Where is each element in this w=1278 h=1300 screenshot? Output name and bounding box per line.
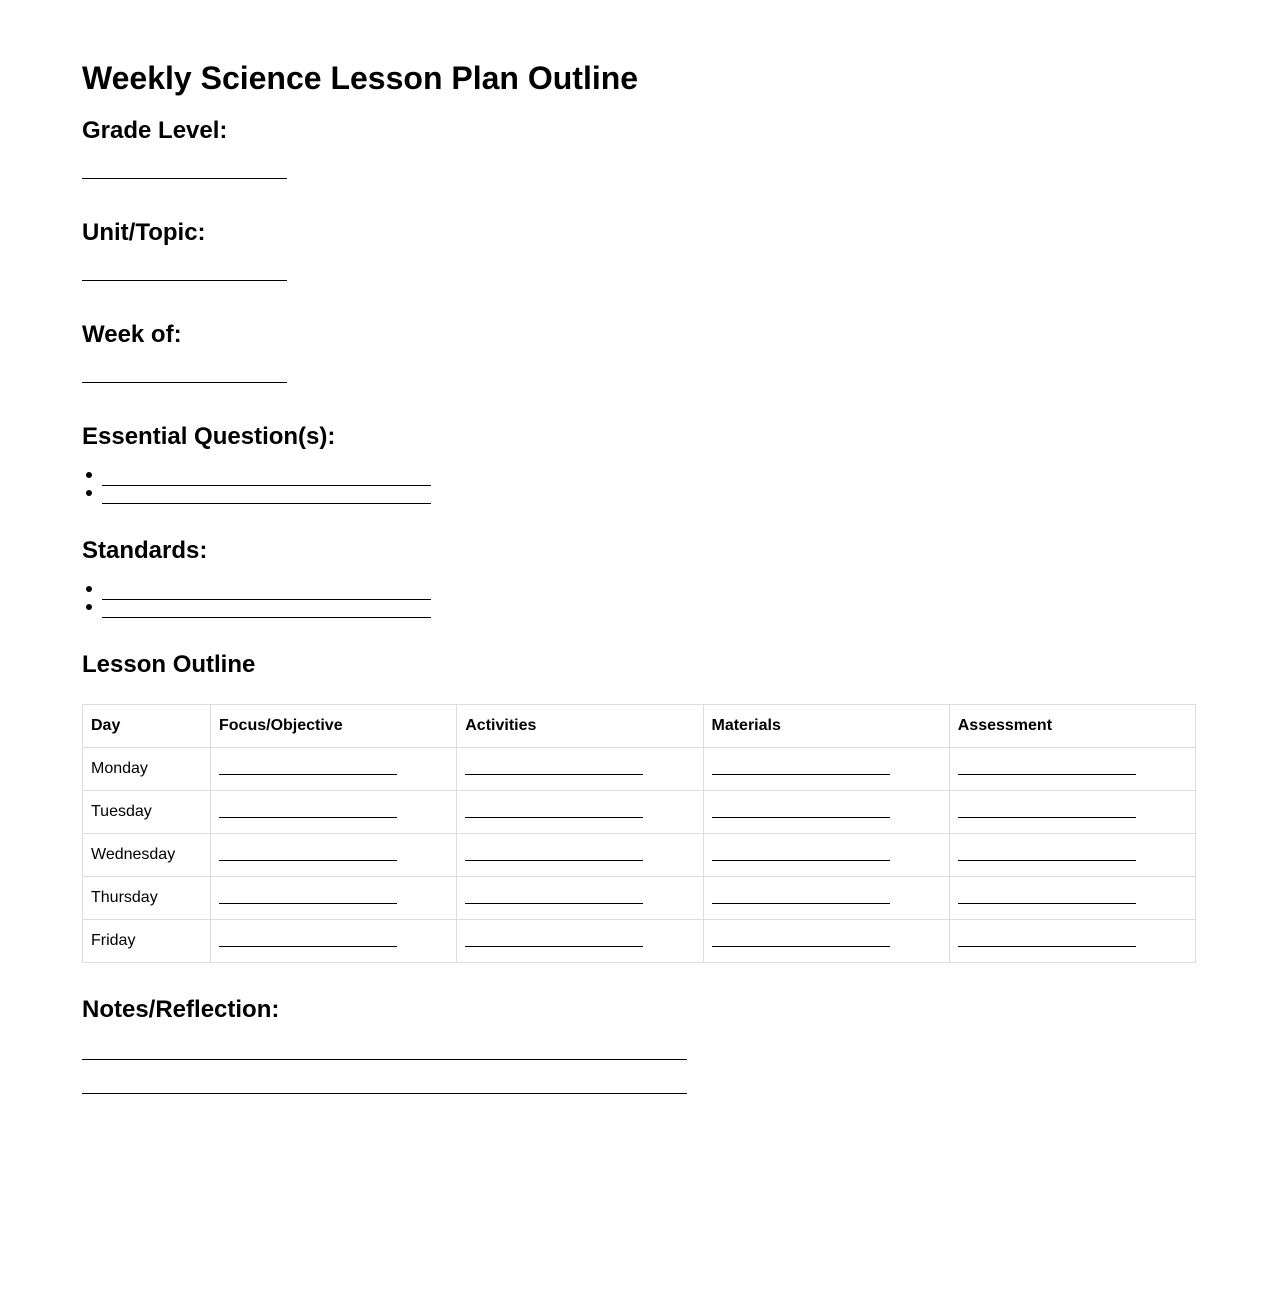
assessment-blank[interactable] (958, 774, 1136, 775)
standard-blank-2[interactable] (102, 617, 431, 618)
focus-cell (211, 834, 457, 877)
table-header-row (83, 705, 1196, 748)
assessment-cell (949, 791, 1195, 834)
materials-blank[interactable] (712, 860, 890, 861)
standard-blank-1[interactable] (102, 599, 431, 600)
list-item (82, 488, 1196, 506)
notes-reflection-label: Notes/Reflection: (82, 996, 280, 1023)
focus-blank[interactable] (219, 946, 397, 947)
focus-blank[interactable] (219, 860, 397, 861)
unit-topic-label: Unit/Topic: (82, 219, 206, 246)
materials-cell (703, 791, 949, 834)
column-header-assessment: Assessment (949, 705, 1195, 748)
column-header-focus-objective: Focus/Objective (211, 705, 457, 748)
activities-cell (457, 877, 703, 920)
essential-questions-list (82, 470, 1196, 506)
materials-blank[interactable] (712, 817, 890, 818)
standards-list (82, 584, 1196, 620)
activities-cell (457, 791, 703, 834)
bullet-icon (86, 472, 92, 478)
focus-cell (211, 877, 457, 920)
activities-blank[interactable] (465, 817, 643, 818)
page-title: Weekly Science Lesson Plan Outline (82, 60, 639, 96)
materials-cell (703, 877, 949, 920)
activities-blank[interactable] (465, 946, 643, 947)
activities-blank[interactable] (465, 774, 643, 775)
list-item (82, 602, 1196, 620)
assessment-cell (949, 834, 1195, 877)
assessment-cell (949, 920, 1195, 963)
unit-topic-field (82, 218, 1196, 286)
focus-cell (211, 920, 457, 963)
column-header-materials: Materials (703, 705, 949, 748)
assessment-cell (949, 877, 1195, 920)
day-cell: Tuesday (83, 791, 211, 834)
week-of-label: Week of: (82, 321, 182, 348)
essential-questions-section (82, 422, 1196, 506)
grade-level-blank[interactable] (82, 178, 287, 179)
unit-topic-blank[interactable] (82, 280, 287, 281)
materials-cell (703, 920, 949, 963)
assessment-blank[interactable] (958, 860, 1136, 861)
day-cell: Thursday (83, 877, 211, 920)
materials-blank[interactable] (712, 903, 890, 904)
assessment-blank[interactable] (958, 903, 1136, 904)
notes-blank-1[interactable] (82, 1059, 687, 1060)
assessment-cell (949, 748, 1195, 791)
activities-cell (457, 834, 703, 877)
table-row (83, 748, 1196, 791)
materials-cell (703, 748, 949, 791)
week-of-blank[interactable] (82, 382, 287, 383)
materials-blank[interactable] (712, 774, 890, 775)
focus-blank[interactable] (219, 903, 397, 904)
bullet-icon (86, 604, 92, 610)
essential-questions-label: Essential Question(s): (82, 423, 336, 450)
materials-cell (703, 834, 949, 877)
column-header-activities: Activities (457, 705, 703, 748)
focus-blank[interactable] (219, 817, 397, 818)
table-row (83, 834, 1196, 877)
table-row (83, 920, 1196, 963)
standards-label: Standards: (82, 537, 208, 564)
essential-question-blank-1[interactable] (102, 485, 431, 486)
activities-blank[interactable] (465, 903, 643, 904)
assessment-blank[interactable] (958, 946, 1136, 947)
lesson-outline-heading: Lesson Outline (82, 651, 256, 678)
activities-cell (457, 748, 703, 791)
notes-blank-2[interactable] (82, 1093, 687, 1094)
list-item (82, 584, 1196, 602)
standards-section (82, 536, 1196, 620)
essential-question-blank-2[interactable] (102, 503, 431, 504)
notes-reflection-section (82, 995, 1196, 1094)
activities-blank[interactable] (465, 860, 643, 861)
lesson-outline-table (82, 704, 1196, 963)
table-row (83, 877, 1196, 920)
grade-level-field (82, 116, 1196, 184)
list-item (82, 470, 1196, 488)
lesson-outline-section (82, 650, 1196, 963)
bullet-icon (86, 490, 92, 496)
activities-cell (457, 920, 703, 963)
focus-cell (211, 791, 457, 834)
materials-blank[interactable] (712, 946, 890, 947)
focus-blank[interactable] (219, 774, 397, 775)
table-row (83, 791, 1196, 834)
day-cell: Monday (83, 748, 211, 791)
grade-level-label: Grade Level: (82, 117, 228, 144)
bullet-icon (86, 586, 92, 592)
focus-cell (211, 748, 457, 791)
column-header-day: Day (83, 705, 211, 748)
day-cell: Friday (83, 920, 211, 963)
day-cell: Wednesday (83, 834, 211, 877)
assessment-blank[interactable] (958, 817, 1136, 818)
week-of-field (82, 320, 1196, 388)
